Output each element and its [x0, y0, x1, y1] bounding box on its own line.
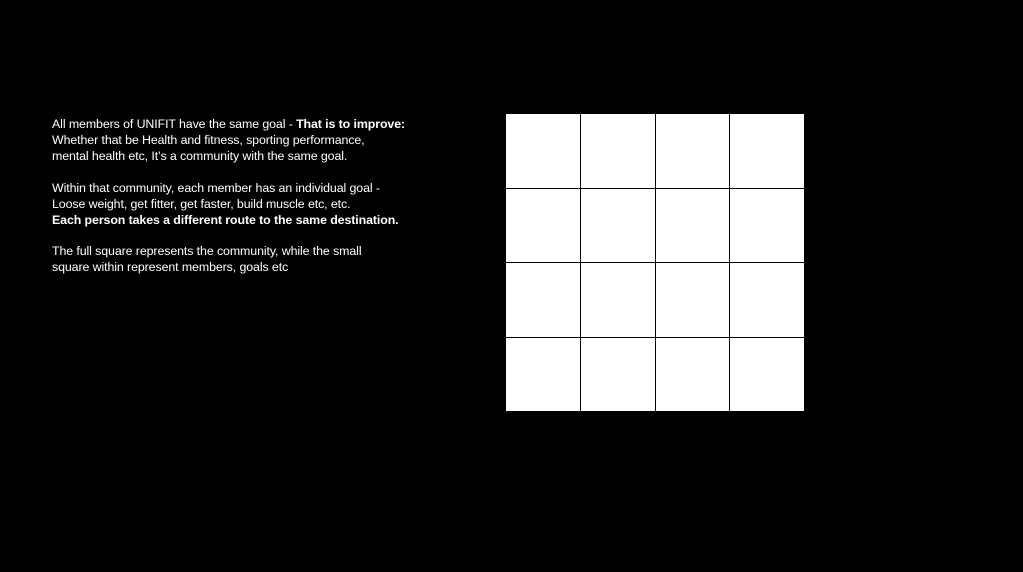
- member-square: [581, 189, 655, 263]
- member-square: [506, 338, 580, 412]
- individual-goal-line-1: Within that community, each member has an individual goal -: [52, 180, 380, 195]
- paragraph-individual-goal: [52, 180, 472, 229]
- member-square: [506, 189, 580, 263]
- square-meaning-line-1: The full square represents the community, while the small: [52, 244, 362, 259]
- member-square: [730, 114, 804, 188]
- square-meaning-line-2: square within represent members, goals etc: [52, 260, 289, 275]
- individual-goal-emphasis: Each person takes a different route to the same destination.: [52, 213, 399, 228]
- member-square: [581, 114, 655, 188]
- member-square: [581, 338, 655, 412]
- description-text: [52, 116, 472, 291]
- member-square: [656, 114, 730, 188]
- member-square: [656, 263, 730, 337]
- member-square: [506, 263, 580, 337]
- shared-goal-line-3: mental health etc, It’s a community with the same goal.: [52, 149, 348, 164]
- individual-goal-line-2: Loose weight, get fitter, get faster, build muscle etc, etc.: [52, 196, 351, 211]
- shared-goal-emphasis: That is to improve:: [296, 117, 406, 131]
- member-square: [656, 338, 730, 412]
- member-square: [656, 189, 730, 263]
- member-square: [730, 338, 804, 412]
- paragraph-square-meaning: [52, 243, 472, 275]
- member-square: [730, 189, 804, 263]
- member-square: [581, 263, 655, 337]
- shared-goal-line-2: Whether that be Health and fitness, sporting performance,: [52, 133, 365, 148]
- member-square: [730, 263, 804, 337]
- community-square: [506, 114, 804, 411]
- member-square: [506, 114, 580, 188]
- paragraph-shared-goal: [52, 116, 472, 165]
- shared-goal-line-1: [52, 116, 472, 132]
- shared-goal-intro: All members of UNIFIT have the same goal -: [52, 117, 297, 131]
